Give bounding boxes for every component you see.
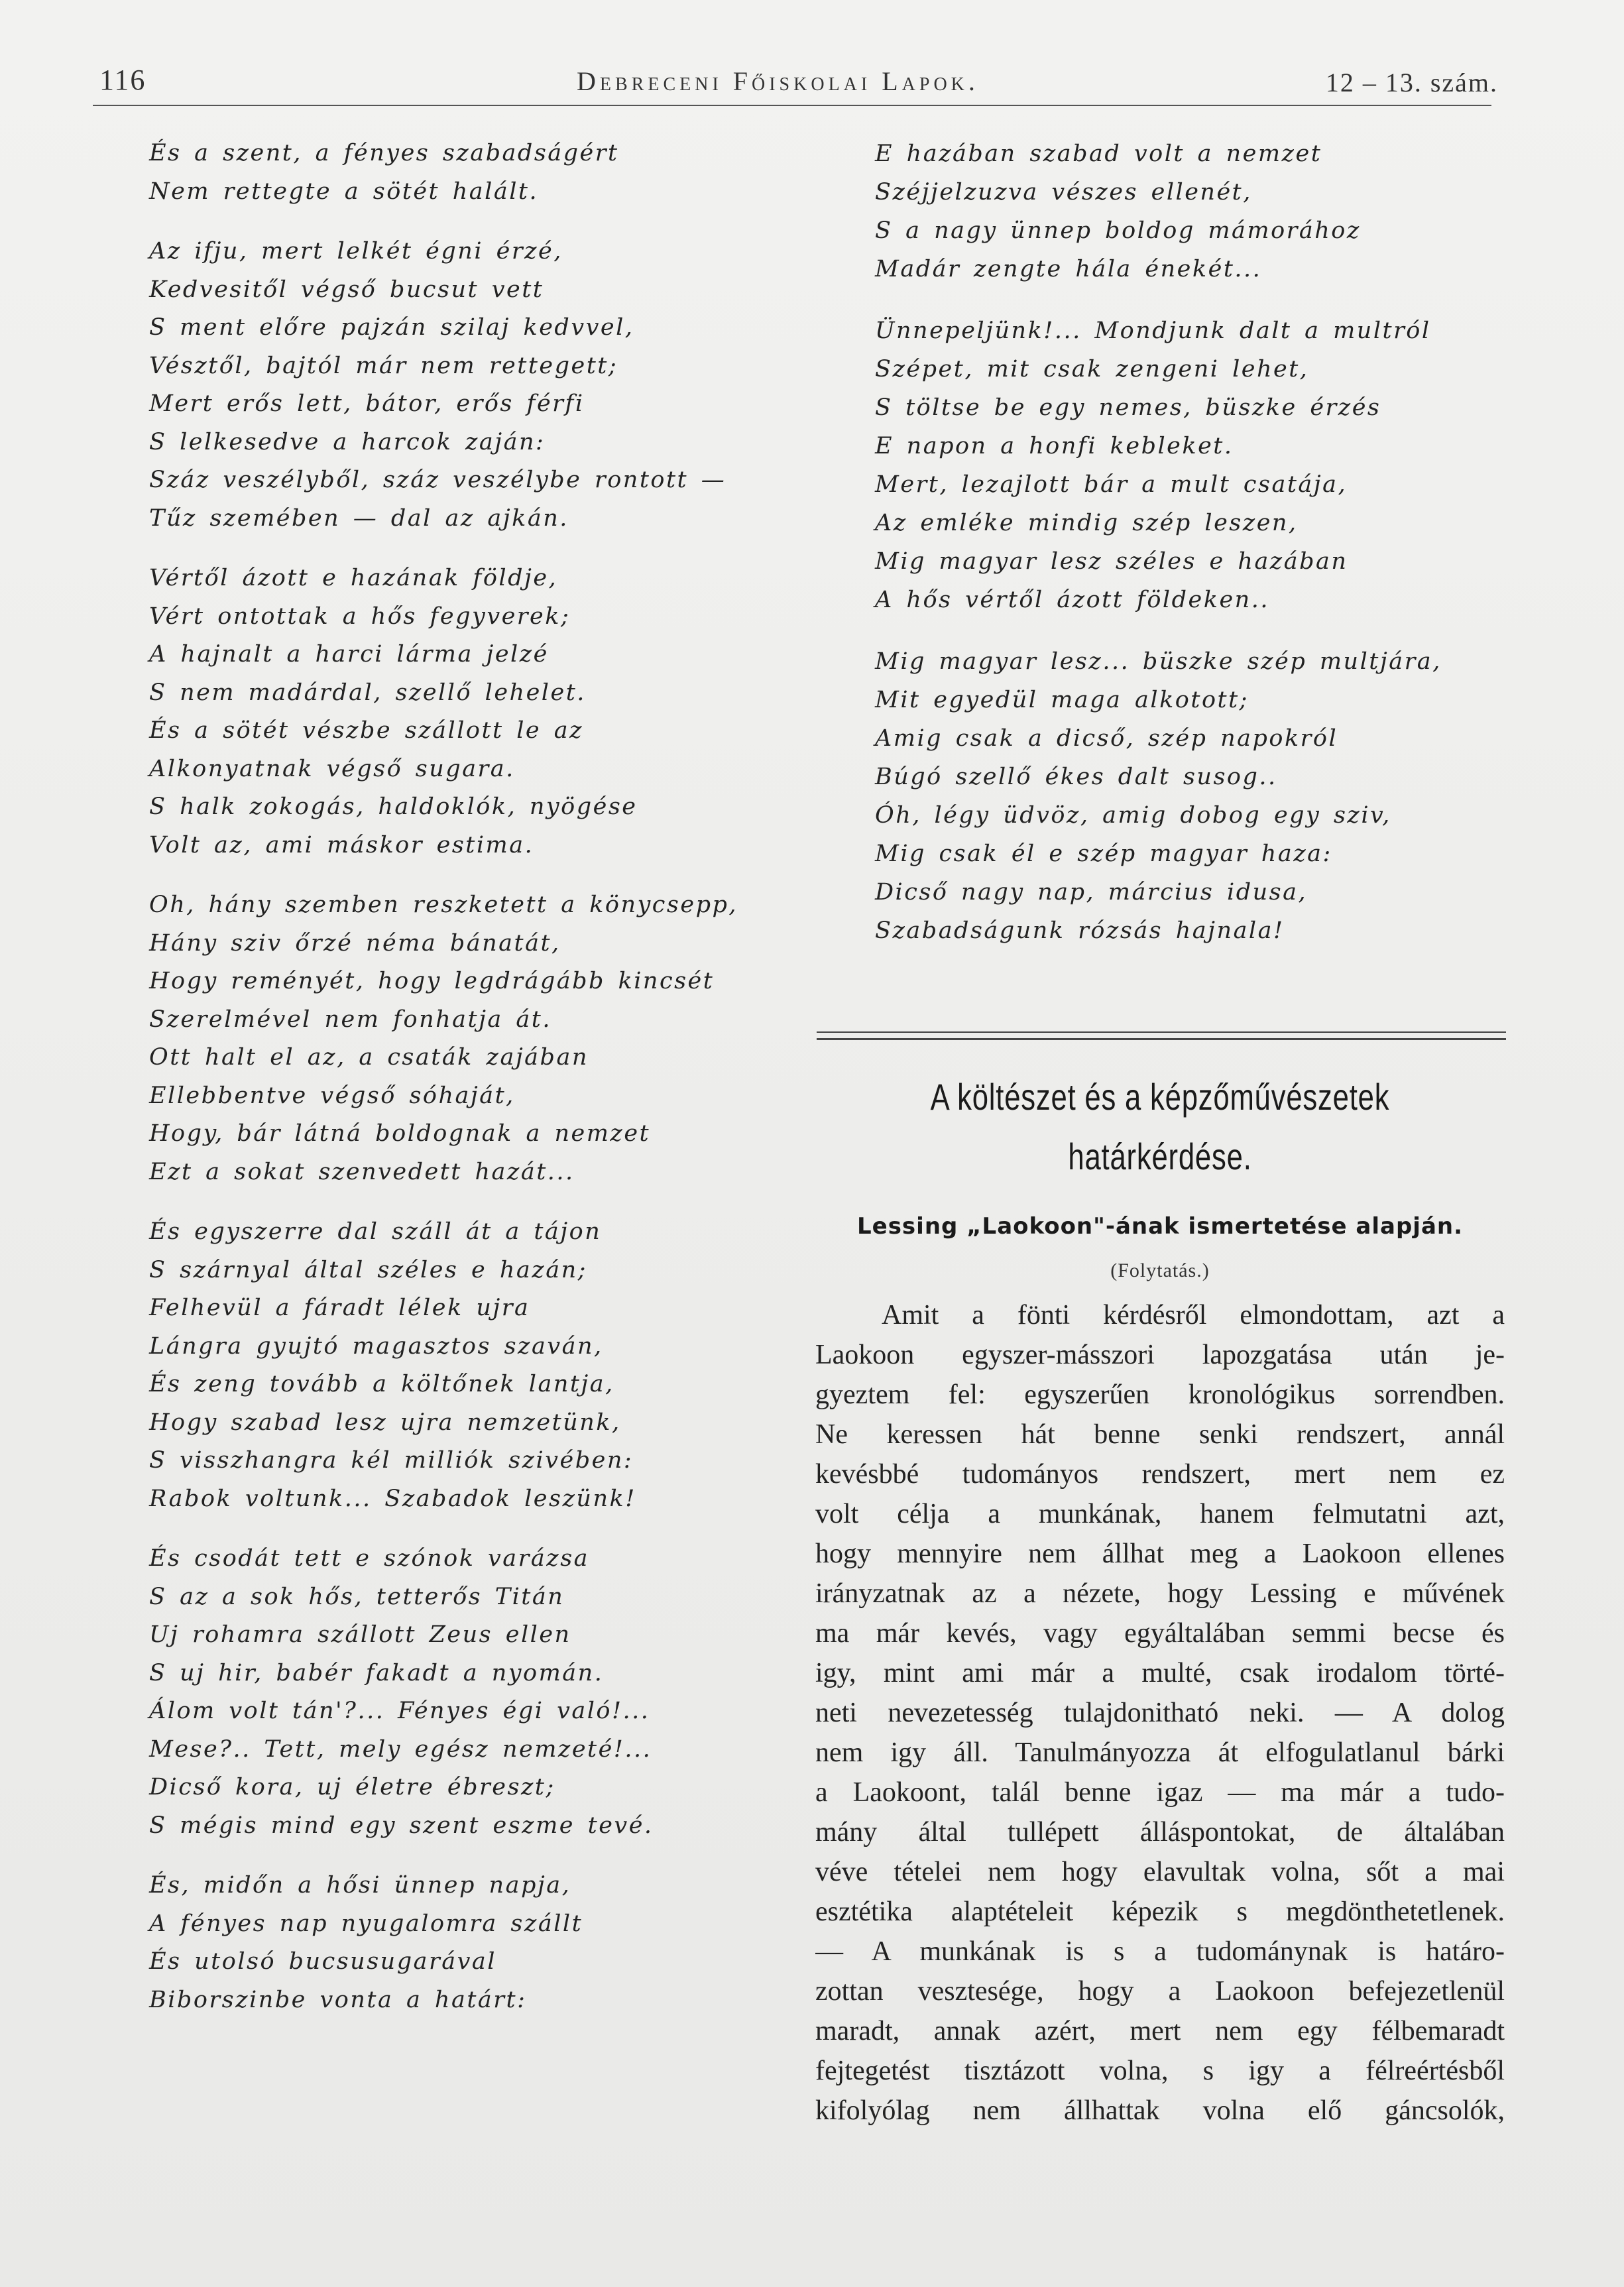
poem-stanza — [875, 642, 1505, 950]
poem-line: S ment előre pajzán szilaj kedvvel, — [149, 314, 634, 341]
poem-line: Mit egyedül maga alkotott; — [875, 687, 1249, 713]
article-title-line: határkérdése. — [1068, 1136, 1252, 1177]
poem-line: Mig magyar lesz széles e hazában — [875, 548, 1348, 575]
publication-title: Debreceni Főiskolai Lapok. — [577, 66, 979, 96]
poem-line: Alkonyatnak végső sugara. — [149, 755, 515, 782]
poem-line: Tűz szemében — dal az ajkán. — [149, 504, 569, 532]
poem-line: E hazában szabad volt a nemzet — [875, 141, 1322, 167]
poem-line: S lelkesedve a harcok zaján: — [149, 428, 546, 455]
article-line: Ne keressen hát benne senki rendszert, annál — [815, 1419, 1505, 1450]
poem-line: Az emléke mindig szép leszen, — [875, 510, 1298, 536]
poem-stanza — [149, 559, 746, 864]
poem-line: Madár zengte hála énekét... — [875, 256, 1262, 282]
poem-line: Hogy reményét, hogy legdrágább kincsét — [149, 968, 715, 994]
poem-line: Szabadságunk rózsás hajnala! — [875, 917, 1285, 944]
poem-line: Volt az, ami máskor estima. — [149, 831, 534, 858]
article-title-line: A költészet és a képzőművészetek — [930, 1076, 1390, 1118]
poem-line: Oh, hány szemben reszketett a könycsepp, — [149, 892, 738, 918]
page-number: 116 — [99, 64, 146, 96]
issue-number: 12 – 13. szám. — [1325, 68, 1498, 97]
poem-line: És, midőn a hősi ünnep napja, — [149, 1872, 571, 1899]
poem-stanza — [149, 1213, 746, 1518]
article-line: nem igy áll. Tanulmányozza át elfogulatlanul bárki — [815, 1737, 1505, 1768]
poem-stanza — [149, 233, 746, 538]
poem-line: Lángra gyujtó magasztos szaván, — [149, 1332, 603, 1360]
poem-line: A hajnalt a harci lárma jelzé — [149, 641, 549, 668]
poem-line: Álom volt tán'?... Fényes égi való!... — [149, 1698, 650, 1724]
poem-line: Rabok voltunk... Szabadok leszünk! — [149, 1485, 636, 1512]
article-line: Amit a fönti kérdésről elmondottam, azt a — [882, 1300, 1505, 1330]
poem-line: Búgó szellő ékes dalt susog.. — [875, 764, 1277, 790]
poem-line: Ezt a sokat szenvedett hazát... — [149, 1158, 575, 1185]
poem-line: Nem rettegte a sötét halált. — [149, 178, 539, 205]
poem-line: Dicső nagy nap, március idusa, — [875, 879, 1308, 906]
poem-line: És a sötét vészbe szállott le az — [149, 717, 584, 744]
poem-line: Mert, lezajlott bár a mult csatája, — [875, 471, 1348, 498]
poem-line: A hős vértől ázott földeken.. — [875, 587, 1269, 613]
article-line: ma már kevés, vagy egyáltalában semmi becse és — [815, 1618, 1505, 1649]
poem-line: Hogy szabad lesz ujra nemzetünk, — [149, 1409, 621, 1436]
poem-line: Amig csak a dicső, szép napokról — [875, 725, 1338, 752]
poem-line: Uj rohamra szállott Zeus ellen — [149, 1621, 571, 1648]
poem-line: Szépet, mit csak zengeni lehet, — [875, 356, 1309, 382]
poem-line: S a nagy ünnep boldog mámorához — [875, 217, 1361, 244]
poem-line: És a szent, a fényes szabadságért — [149, 140, 619, 166]
article — [815, 1067, 1505, 2131]
article-title — [891, 1067, 1428, 1187]
poem-line: Óh, légy üdvöz, amig dobog egy sziv, — [875, 802, 1391, 829]
poem-line: És egyszerre dal száll át a tájon — [149, 1218, 602, 1245]
poem-line: S visszhangra kél milliók szivében: — [149, 1447, 634, 1474]
poem-line: Mert erős lett, bátor, erős férfi — [149, 390, 585, 417]
poem-stanza — [875, 312, 1505, 619]
article-line: mány által tullépett álláspontokat, de általában — [815, 1817, 1505, 1847]
article-line: volt célja a munkának, hanem felmutatni azt, — [815, 1499, 1505, 1529]
poem-line: S mégis mind egy szent eszme tevé. — [149, 1812, 654, 1839]
poem-line: A fényes nap nyugalomra szállt — [149, 1910, 583, 1937]
poem-stanza — [149, 886, 746, 1191]
poem-line: És utolsó bucsusugarával — [149, 1948, 496, 1975]
article-line: igy, mint ami már a multé, csak irodalom törté- — [815, 1658, 1505, 1688]
poem-line: És zeng tovább a költőnek lantja, — [149, 1371, 614, 1397]
poem-line: És csodát tett e szónok varázsa — [149, 1545, 590, 1572]
poem-stanza — [875, 135, 1505, 288]
poem-line: S uj hir, babér fakadt a nyomán. — [149, 1659, 604, 1686]
article-line: kifolyólag nem állhattak volna elő gáncsolók, — [815, 2095, 1505, 2126]
poem-line: Kedvesitől végső bucsut vett — [149, 276, 544, 303]
poem-stanza — [149, 1867, 746, 2019]
article-line: zottan vesztesége, hogy a Laokoon befejezetlenül — [815, 1976, 1505, 2007]
poem-line: Hány sziv őrzé néma bánatát, — [149, 929, 561, 957]
poem-line: Az ifju, mert lelkét égni érzé, — [149, 238, 563, 264]
article-line: véve tételei nem hogy elavultak volna, sőt a mai — [815, 1857, 1505, 1887]
article-line: — A munkának is s a tudománynak is határo- — [815, 1936, 1505, 1967]
poem-line: Felhevül a fáradt lélek ujra — [149, 1295, 530, 1321]
article-body — [815, 1295, 1505, 2131]
poem-line: Vértől ázott e hazának földje, — [149, 565, 558, 591]
article-subtitle: Lessing „Laokoon"-ának ismertetése alapján. — [856, 1213, 1464, 1240]
header-rule — [93, 105, 1491, 106]
poem-line: S szárnyal által széles e hazán; — [149, 1256, 587, 1283]
article-line: gyeztem fel: egyszerűen kronológikus sorrendben. — [815, 1379, 1505, 1410]
poem-line: E napon a honfi kebleket. — [875, 433, 1234, 459]
poem-stanza — [149, 135, 746, 211]
poem-line: Széjjelzuzva vészes ellenét, — [875, 179, 1252, 205]
continuation-note: (Folytatás.) — [1110, 1260, 1210, 1281]
poem-line: Szerelmével nem fonhatja át. — [149, 1006, 551, 1033]
poem-line: Vért ontottak a hős fegyverek; — [149, 603, 571, 630]
article-line: fejtegetést tisztázott volna, s igy a félreértésből — [815, 2056, 1505, 2086]
poem-line: Száz veszélyből, száz veszélybe rontott — — [149, 467, 726, 493]
article-line: maradt, annak azért, mert nem egy félbemaradt — [815, 2016, 1505, 2046]
poem-line: Biborszinbe vonta a határt: — [149, 1986, 527, 2013]
poem-line: Hogy, bár látná boldognak a nemzet — [149, 1120, 651, 1147]
poem-line: Ott halt el az, a csaták zajában — [149, 1044, 589, 1071]
poem-line: Dicső kora, uj életre ébreszt; — [149, 1774, 555, 1800]
article-line: a Laokoont, talál benne igaz — ma már a tudo- — [815, 1777, 1505, 1808]
article-line: kevésbbé tudományos rendszert, mert nem ez — [815, 1459, 1505, 1490]
poem-line: Mig magyar lesz... büszke szép multjára, — [875, 648, 1442, 675]
poem-line: Vésztől, bajtól már nem rettegett; — [149, 352, 618, 379]
poem-line: Mig csak él e szép magyar haza: — [875, 841, 1332, 867]
article-line: Laokoon egyszer-másszori lapozgatása után je- — [815, 1340, 1505, 1370]
article-line: esztétika alaptételeit képezik s megdönthetetlenek. — [815, 1897, 1505, 1927]
article-line: hogy mennyire nem állhat meg a Laokoon ellenes — [815, 1539, 1505, 1569]
article-line: irányzatnak az a nézete, hogy Lessing e művének — [815, 1578, 1505, 1609]
poem-left-column — [149, 135, 746, 2041]
poem-line: S halk zokogás, haldoklók, nyögése — [149, 793, 638, 820]
poem-line: Mese?.. Tett, mely egész nemzeté!... — [149, 1735, 652, 1763]
poem-line: S az a sok hős, tetterős Titán — [149, 1583, 565, 1610]
poem-line: S töltse be egy nemes, büszke érzés — [875, 394, 1381, 421]
poem-right-column — [875, 135, 1505, 973]
poem-line: Ellebbentve végső sóhaját, — [149, 1082, 515, 1109]
page-header — [93, 63, 1498, 109]
section-divider — [817, 1031, 1506, 1040]
poem-stanza — [149, 1540, 746, 1845]
poem-line: S nem madárdal, szellő lehelet. — [149, 679, 586, 706]
article-line: neti nevezetesség tulajdonitható neki. — A dolog — [815, 1698, 1505, 1728]
poem-line: Ünnepeljünk!... Mondjunk dalt a multról — [875, 318, 1431, 344]
